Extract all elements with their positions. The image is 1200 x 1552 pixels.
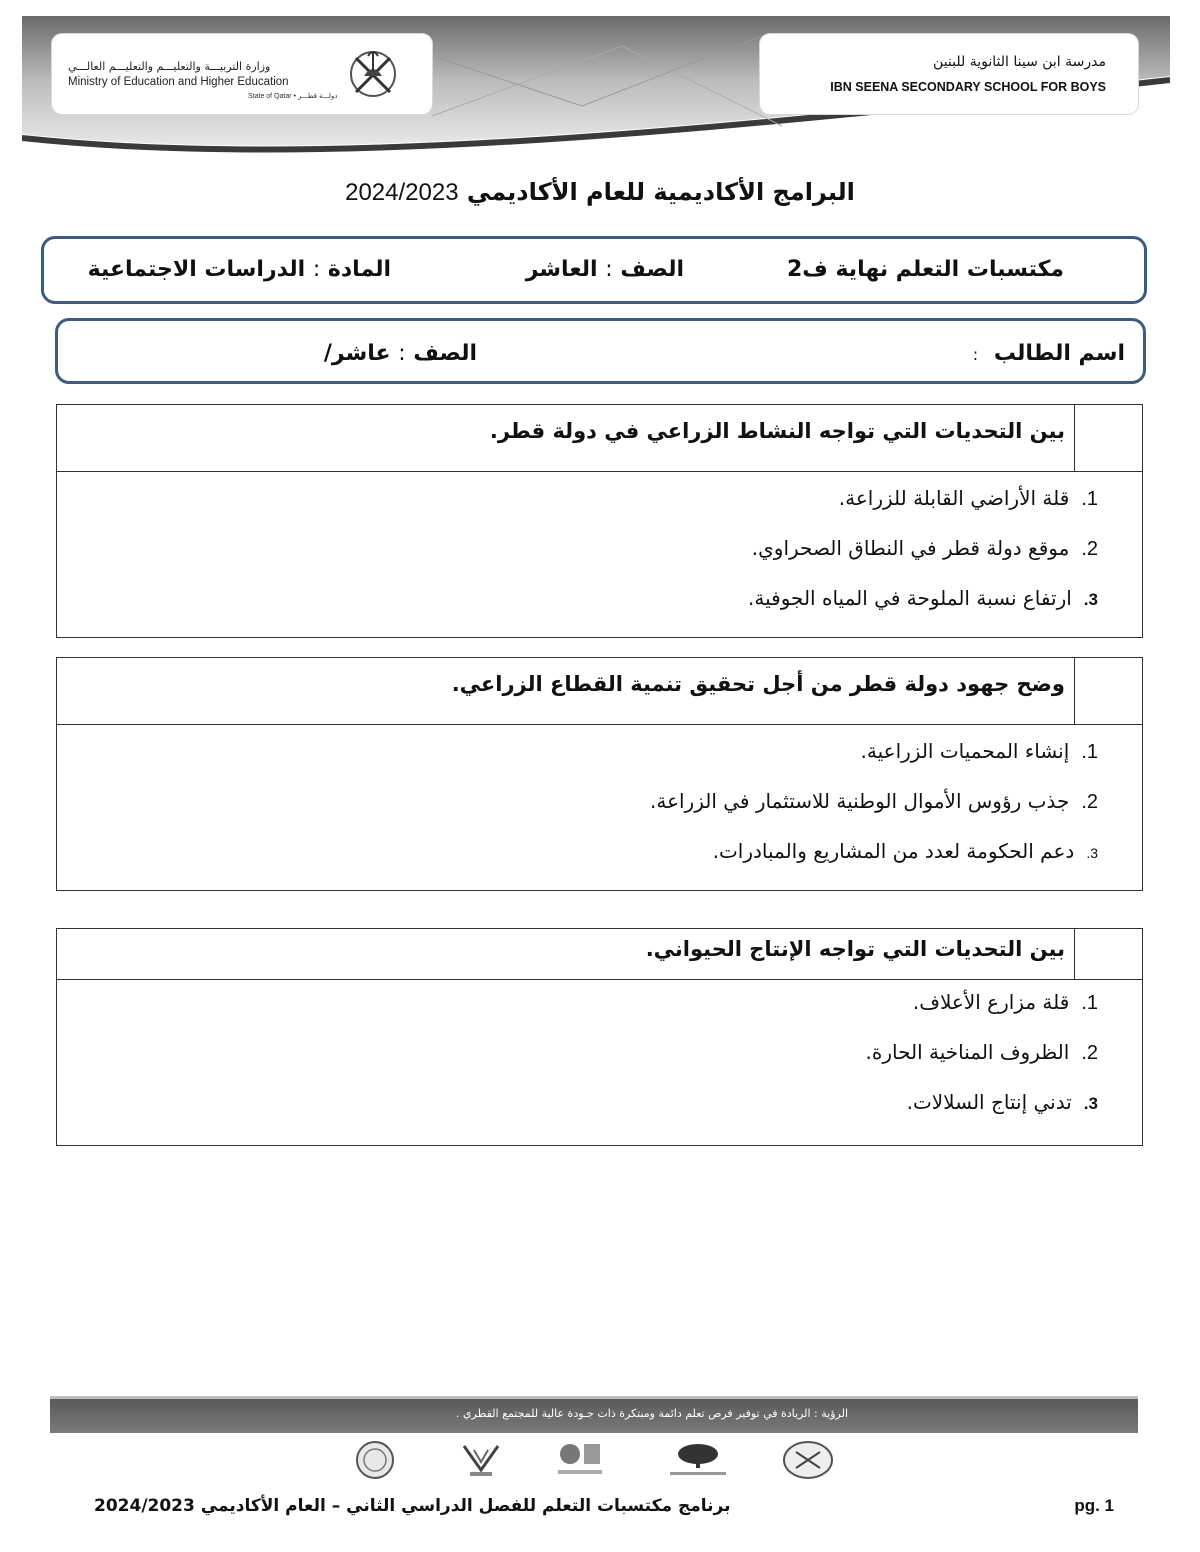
answer-number: 3. — [1083, 590, 1098, 609]
student-info-box — [55, 318, 1146, 384]
question-table-1 — [56, 404, 1143, 638]
title-year: 2024/2023 — [345, 179, 459, 206]
answer-item — [913, 990, 1098, 1015]
answer-number: 3. — [1083, 1094, 1098, 1113]
answer-number: 1. — [1081, 741, 1098, 763]
answer-text: قلة الأراضي القابلة للزراعة. — [838, 486, 1070, 510]
answer-item — [839, 486, 1098, 511]
title-text: البرامج الأكاديمية للعام الأكاديمي — [466, 178, 855, 206]
answer-number: 2. — [1081, 538, 1098, 560]
subject-value: الدراسات الاجتماعية — [87, 257, 306, 282]
question-number-cell — [1074, 405, 1142, 471]
question-header — [57, 929, 1142, 980]
answer-number: 3. — [1086, 845, 1098, 861]
student-name-label: اسم الطالب — [993, 341, 1125, 366]
partner-seal-icon — [342, 1440, 408, 1480]
answer-text: قلة مزارع الأعلاف. — [912, 990, 1070, 1014]
partner-emblem-icon — [456, 1440, 506, 1480]
question-text: وضح جهود دولة قطر من أجل تحقيق تنمية القطاع الزراعي. — [451, 672, 1065, 696]
answer-text: موقع دولة قطر في النطاق الصحراوي. — [751, 536, 1070, 560]
answer-item — [752, 536, 1098, 561]
course-info-box — [41, 236, 1147, 304]
question-text: بين التحديات التي تواجه الإنتاج الحيواني. — [645, 937, 1065, 961]
school-name-en: IBN SEENA SECONDARY SCHOOL FOR BOYS — [830, 80, 1106, 94]
answer-item — [861, 739, 1098, 764]
ministry-logo-card — [52, 34, 432, 114]
page-title — [0, 178, 1200, 207]
answer-number: 2. — [1081, 1042, 1098, 1064]
answer-item — [650, 789, 1098, 814]
ministry-state: State of Qatar • دولـــة قطـــر — [248, 93, 338, 100]
grade-separator: : — [605, 257, 613, 282]
grade-field — [526, 257, 684, 282]
qatar-foundation-logo-icon — [660, 1440, 736, 1480]
answer-item — [907, 1090, 1098, 1114]
ministry-name-en: Ministry of Education and Higher Education — [68, 76, 289, 88]
student-class-value: عاشر/ — [323, 341, 391, 366]
vision-text: الرؤية : الريادة في توفير فرص تعلم دائمة ومبتكرة ذات جـودة عالية للمجتمع القطري . — [455, 1407, 848, 1420]
question-text: بين التحديات التي تواجه النشاط الزراعي في دولة قطر. — [489, 419, 1065, 443]
answer-item — [866, 1040, 1099, 1065]
subject-field — [88, 257, 391, 282]
school-name-ar: مدرسة ابن سينا الثانوية للبنين — [933, 54, 1106, 70]
answer-text: ارتفاع نسبة الملوحة في المياه الجوفية. — [748, 586, 1072, 610]
grade-label: الصف — [620, 257, 684, 282]
student-class-field[interactable] — [324, 341, 477, 366]
student-class-separator: : — [398, 341, 406, 366]
answer-text: جذب رؤوس الأموال الوطنية للاستثمار في الزراعة. — [649, 789, 1070, 813]
subject-label: المادة — [327, 257, 391, 282]
answer-text: تدني إنتاج السلالات. — [906, 1090, 1072, 1114]
ministry-name-ar: وزارة التربيـــة والتعليـــم والتعليـــم العالـــي — [68, 60, 271, 73]
program-name: مكتسبات التعلم نهاية ف2 — [786, 257, 1064, 282]
page-number: pg. 1 — [1074, 1496, 1114, 1515]
question-table-3 — [56, 928, 1143, 1146]
student-name-separator: : — [972, 345, 979, 364]
grade-value: العاشر — [525, 257, 598, 282]
footer-note: برنامج مكتسبات التعلم للفصل الدراسي الثاني – العام الأكاديمي 2024/2023 — [94, 1496, 731, 1516]
school-logo-card — [760, 34, 1138, 114]
question-number-cell — [1074, 929, 1142, 979]
question-header — [57, 405, 1142, 472]
question-table-2 — [56, 657, 1143, 891]
question-header — [57, 658, 1142, 725]
ministry-seal-icon — [780, 1440, 836, 1480]
student-class-label: الصف — [413, 341, 477, 366]
answer-number: 2. — [1081, 791, 1098, 813]
answer-text: إنشاء المحميات الزراعية. — [860, 739, 1070, 763]
vision-bar — [50, 1396, 1138, 1433]
answer-item — [713, 839, 1098, 863]
qatar-emblem-icon — [342, 42, 404, 106]
answer-text: دعم الحكومة لعدد من المشاريع والمبادرات. — [712, 839, 1075, 863]
answer-number: 1. — [1081, 992, 1098, 1014]
answer-number: 1. — [1081, 488, 1098, 510]
answer-text: الظروف المناخية الحارة. — [865, 1040, 1070, 1064]
student-name-field[interactable] — [973, 341, 1125, 366]
question-number-cell — [1074, 658, 1142, 724]
answer-item — [748, 586, 1098, 610]
subject-separator: : — [312, 257, 321, 282]
qatar-university-logo-icon — [552, 1440, 608, 1480]
